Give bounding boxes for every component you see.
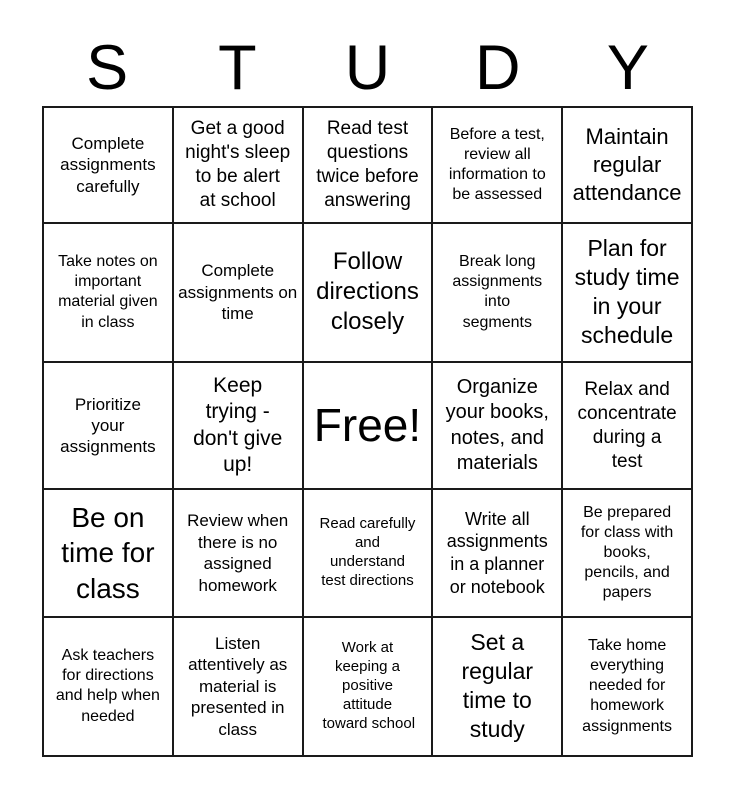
title-letter-s: S: [86, 33, 129, 103]
cell-text: Review when there is no assigned homework: [187, 511, 289, 595]
bingo-cell-free[interactable]: [303, 362, 433, 489]
bingo-row-2: [43, 223, 692, 362]
bingo-cell-r5c1[interactable]: [43, 617, 173, 756]
cell-text: Set a regular time to study: [461, 629, 534, 743]
cell-text: Before a test, review all information to be assessed: [448, 125, 546, 204]
bingo-cell-r4c1[interactable]: [43, 489, 173, 616]
cell-text: Follow directions closely: [316, 248, 419, 336]
bingo-cell-r4c5[interactable]: [562, 489, 692, 616]
bingo-cell-r5c3[interactable]: [303, 617, 433, 756]
bingo-cell-r1c4[interactable]: [432, 107, 562, 223]
bingo-cell-r2c5[interactable]: [562, 223, 692, 362]
bingo-row-4: [43, 489, 692, 616]
cell-text: Be prepared for class with books, pencils, and papers: [580, 503, 674, 602]
cell-text: Work at keeping a positive attitude toward school: [322, 639, 416, 732]
bingo-cell-r1c2[interactable]: [173, 107, 303, 223]
bingo-grid-body: [43, 107, 692, 756]
cell-text: Take home everything needed for homework assignments: [582, 637, 672, 735]
bingo-cell-r2c1[interactable]: [43, 223, 173, 362]
title-letter-y: Y: [606, 33, 649, 103]
bingo-grid: [42, 106, 693, 757]
bingo-cell-r3c5[interactable]: [562, 362, 692, 489]
card-title: [42, 33, 693, 103]
bingo-cell-r1c1[interactable]: [43, 107, 173, 223]
cell-text: Read test questions twice before answering: [316, 118, 419, 211]
free-cell-text: Free!: [313, 398, 422, 451]
bingo-cell-r5c4[interactable]: [432, 617, 562, 756]
bingo-cell-r2c2[interactable]: [173, 223, 303, 362]
cell-text: Break long assignments into segments: [452, 253, 543, 331]
bingo-row-3: [43, 362, 692, 489]
bingo-cell-r5c5[interactable]: [562, 617, 692, 756]
bingo-cell-r2c3[interactable]: [303, 223, 433, 362]
cell-text: Ask teachers for directions and help when needed: [55, 647, 160, 725]
bingo-cell-r1c3[interactable]: [303, 107, 433, 223]
bingo-cell-r5c2[interactable]: [173, 617, 303, 756]
bingo-cell-r4c2[interactable]: [173, 489, 303, 616]
cell-text: Maintain regular attendance: [572, 124, 682, 205]
bingo-cell-r3c4[interactable]: [432, 362, 562, 489]
cell-text: Write all assignments in a planner or notebook: [446, 508, 548, 597]
title-letter-t: T: [218, 33, 257, 103]
cell-text: Get a good night's sleep to be alert at school: [185, 118, 291, 211]
cell-text: Complete assignments carefully: [60, 133, 156, 196]
bingo-cell-r4c4[interactable]: [432, 489, 562, 616]
cell-text: Complete assignments on time: [178, 261, 298, 324]
bingo-cell-r3c1[interactable]: [43, 362, 173, 489]
cell-text: Relax and concentrate during a test: [577, 378, 677, 472]
bingo-row-5: [43, 617, 692, 756]
cell-text: Organize your books, notes, and materials: [445, 376, 549, 474]
bingo-cell-r2c4[interactable]: [432, 223, 562, 362]
bingo-row-1: [43, 107, 692, 223]
title-letter-d: D: [474, 33, 521, 103]
bingo-cell-r1c5[interactable]: [562, 107, 692, 223]
cell-text: Be on time for class: [61, 502, 155, 604]
cell-text: Take notes on important material given in class: [58, 253, 158, 331]
bingo-cell-r4c3[interactable]: [303, 489, 433, 616]
cell-text: Prioritize your assignments: [60, 394, 156, 457]
bingo-cell-r3c2[interactable]: [173, 362, 303, 489]
cell-text: Listen attentively as material is presented in class: [188, 633, 288, 739]
cell-text: Keep trying - don't give up!: [193, 373, 283, 477]
cell-text: Read carefully and understand test directions: [319, 515, 416, 589]
cell-text: Plan for study time in your schedule: [574, 235, 680, 349]
title-letter-u: U: [344, 33, 391, 103]
